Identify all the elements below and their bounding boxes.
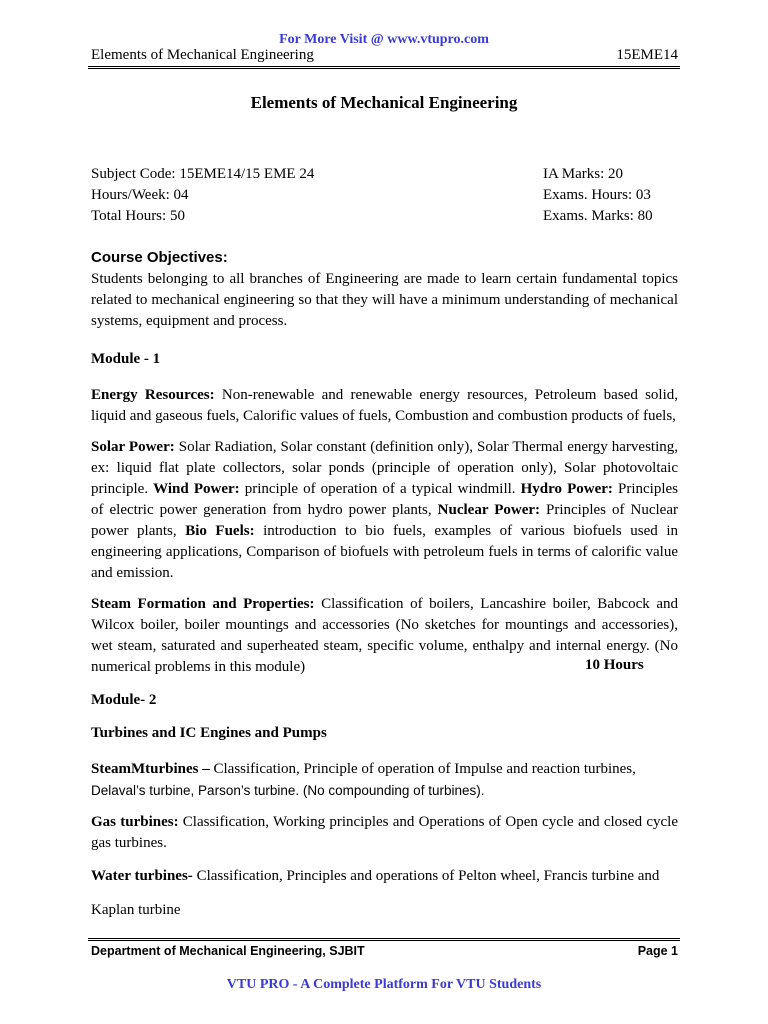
page-title: Elements of Mechanical Engineering (250, 93, 518, 112)
gas-label: Gas turbines: (91, 814, 179, 830)
platform-banner[interactable]: VTU PRO - A Complete Platform For VTU Students (226, 977, 542, 992)
running-header-code: 15EME14 (616, 47, 678, 63)
exam-hours: Exams. Hours: 03 (543, 187, 651, 203)
steam-label: Steam Formation and Properties: (91, 596, 315, 612)
objectives-heading: Course Objectives: (91, 249, 228, 266)
energy-resources-paragraph (91, 385, 678, 427)
nuclear-label: Nuclear Power: (437, 502, 541, 518)
running-header-title: Elements of Mechanical Engineering (91, 47, 314, 63)
nuclear-text: Principles of Nuclear power plants, (91, 502, 678, 539)
wind-text: principle of operation of a typical windmill. (239, 481, 521, 497)
footer-department: Department of Mechanical Engineering, SJBIT (91, 944, 365, 958)
header-rule (88, 66, 680, 69)
steam-turbines-paragraph (91, 759, 678, 802)
energy-label: Energy Resources: (91, 387, 215, 403)
kaplan-line: Kaplan turbine (91, 902, 181, 918)
water-label: Water turbines- (91, 868, 193, 884)
wind-label: Wind Power: (153, 481, 240, 497)
footer-page-number: Page 1 (637, 944, 678, 958)
steam-text: Classification of boilers, Lancashire boiler, Babcock and Wilcox boiler, boiler mountings and accessories (No sketches for mountings and accessories), wet steam, saturated and superheated steam, specific volume, enthalpy and internal energy. (No numerical problems in this module) (91, 596, 678, 675)
steam-turbines-text: Classification, Principle of operation of Impulse and reaction turbines, (209, 761, 636, 777)
steam-turbines-label: SteamMturbines – (91, 761, 210, 777)
energy-text: Non-renewable and renewable energy resources, Petroleum based solid, liquid and gaseous fuels, Calorific values of fuels, Combustion and combustion products of fuels, (91, 387, 678, 424)
solar-text: Solar Radiation, Solar constant (definition only), Solar Thermal energy harvesting, ex: liquid flat plate collectors, solar ponds (principle of operation only), Solar photovoltaic principle. (91, 439, 679, 497)
module1-hours: 10 Hours (585, 657, 644, 673)
objectives-text: Students belonging to all branches of Engineering are made to learn certain fundamental topics related to mechanical engineering so that they will have a minimum understanding of mechanical systems, equipment and process. (91, 271, 678, 329)
water-turbines-paragraph (91, 866, 678, 887)
hydro-label: Hydro Power: (520, 481, 613, 497)
steam-turbines-text2: Delaval’s turbine, Parson’s turbine. (No compounding of turbines). (91, 783, 485, 798)
exam-marks: Exams. Marks: 80 (543, 208, 653, 224)
subject-code: Subject Code: 15EME14/15 EME 24 (91, 166, 315, 182)
ia-marks: IA Marks: 20 (543, 166, 623, 182)
solar-label: Solar Power: (91, 439, 175, 455)
water-text: Classification, Principles and operations of Pelton wheel, Francis turbine and (192, 868, 660, 884)
hours-week: Hours/Week: 04 (91, 187, 189, 203)
bio-label: Bio Fuels: (185, 523, 255, 539)
solar-power-paragraph (91, 437, 678, 584)
visit-link[interactable]: For More Visit @ www.vtupro.com (279, 32, 489, 47)
gas-text: Classification, Working principles and Operations of Open cycle and closed cycle gas turbines. (91, 814, 679, 851)
module1-heading: Module - 1 (91, 351, 161, 367)
total-hours: Total Hours: 50 (91, 208, 185, 224)
module2-subheading: Turbines and IC Engines and Pumps (91, 725, 327, 741)
bio-text: introduction to bio fuels, examples of various biofuels used in engineering applications, Comparison of biofuels with petroleum fuels in terms of calorific value and emission. (91, 523, 678, 581)
hydro-text: Principles of electric power generation from hydro power plants, (91, 481, 678, 518)
module2-heading: Module- 2 (91, 692, 157, 708)
gas-turbines-paragraph (91, 812, 678, 854)
footer-rule (88, 938, 680, 941)
